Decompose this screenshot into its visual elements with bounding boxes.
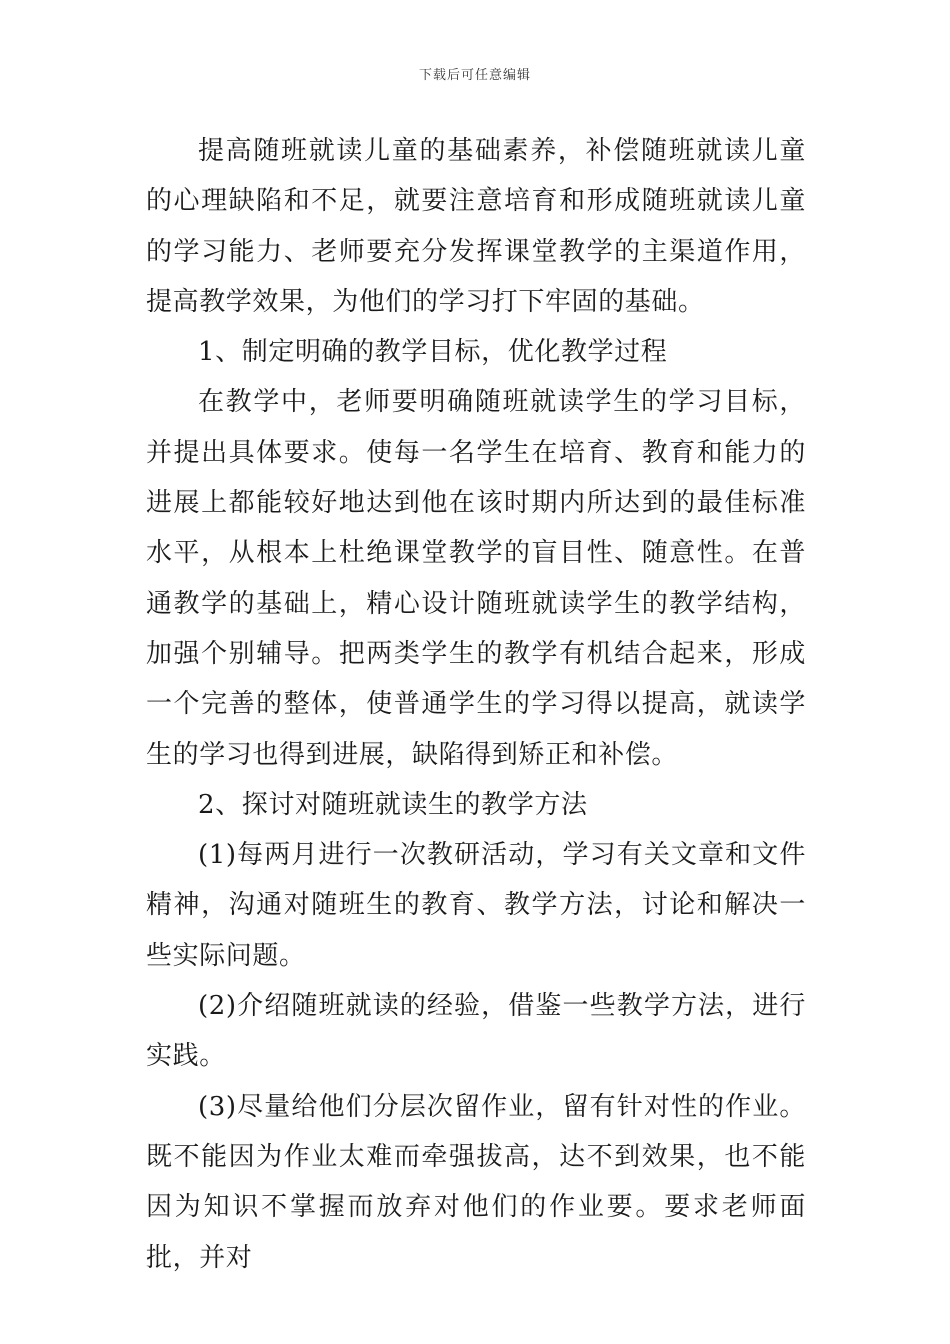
paragraph-intro: 提高随班就读儿童的基础素养，补偿随班就读儿童的心理缺陷和不足，就要注意培育和形成随班就读儿童的学习能力、老师要充分发挥课堂教学的主渠道作用，提高教学效果，为他们的学习打下牢固的基础。 [146, 136, 806, 317]
document-body [146, 126, 806, 1283]
page-header: 下载后可任意编辑 [418, 68, 531, 83]
paragraph-method-1: (1)每两月进行一次教研活动，学习有关文章和文件精神，沟通对随班生的教育、教学方法，讨论和解决一些实际问题。 [146, 840, 806, 971]
heading-teaching-goals: 1、制定明确的教学目标，优化教学过程 [198, 337, 668, 368]
heading-teaching-methods: 2、探讨对随班就读生的教学方法 [198, 789, 588, 820]
paragraph-method-3: (3)尽量给他们分层次留作业，留有针对性的作业。既不能因为作业太难而牵强拔高，达不到效果，也不能因为知识不掌握而放弃对他们的作业要。要求老师面批，并对 [146, 1091, 806, 1273]
paragraph-method-2: (2)介绍随班就读的经验，借鉴一些教学方法，进行实践。 [146, 991, 806, 1072]
paragraph-teaching-goals: 在教学中，老师要明确随班就读学生的学习目标，并提出具体要求。使每一名学生在培育、教育和能力的进展上都能较好地达到他在该时期内所达到的最佳标准水平，从根本上杜绝课堂教学的盲目性、随意性。在普通教学的基础上，精心设计随班就读学生的教学结构，加强个别辅导。把两类学生的教学有机结合起来，形成一个完善的整体，使普通学生的学习得以提高，就读学生的学习也得到进展，缺陷得到矫正和补偿。 [146, 387, 806, 770]
